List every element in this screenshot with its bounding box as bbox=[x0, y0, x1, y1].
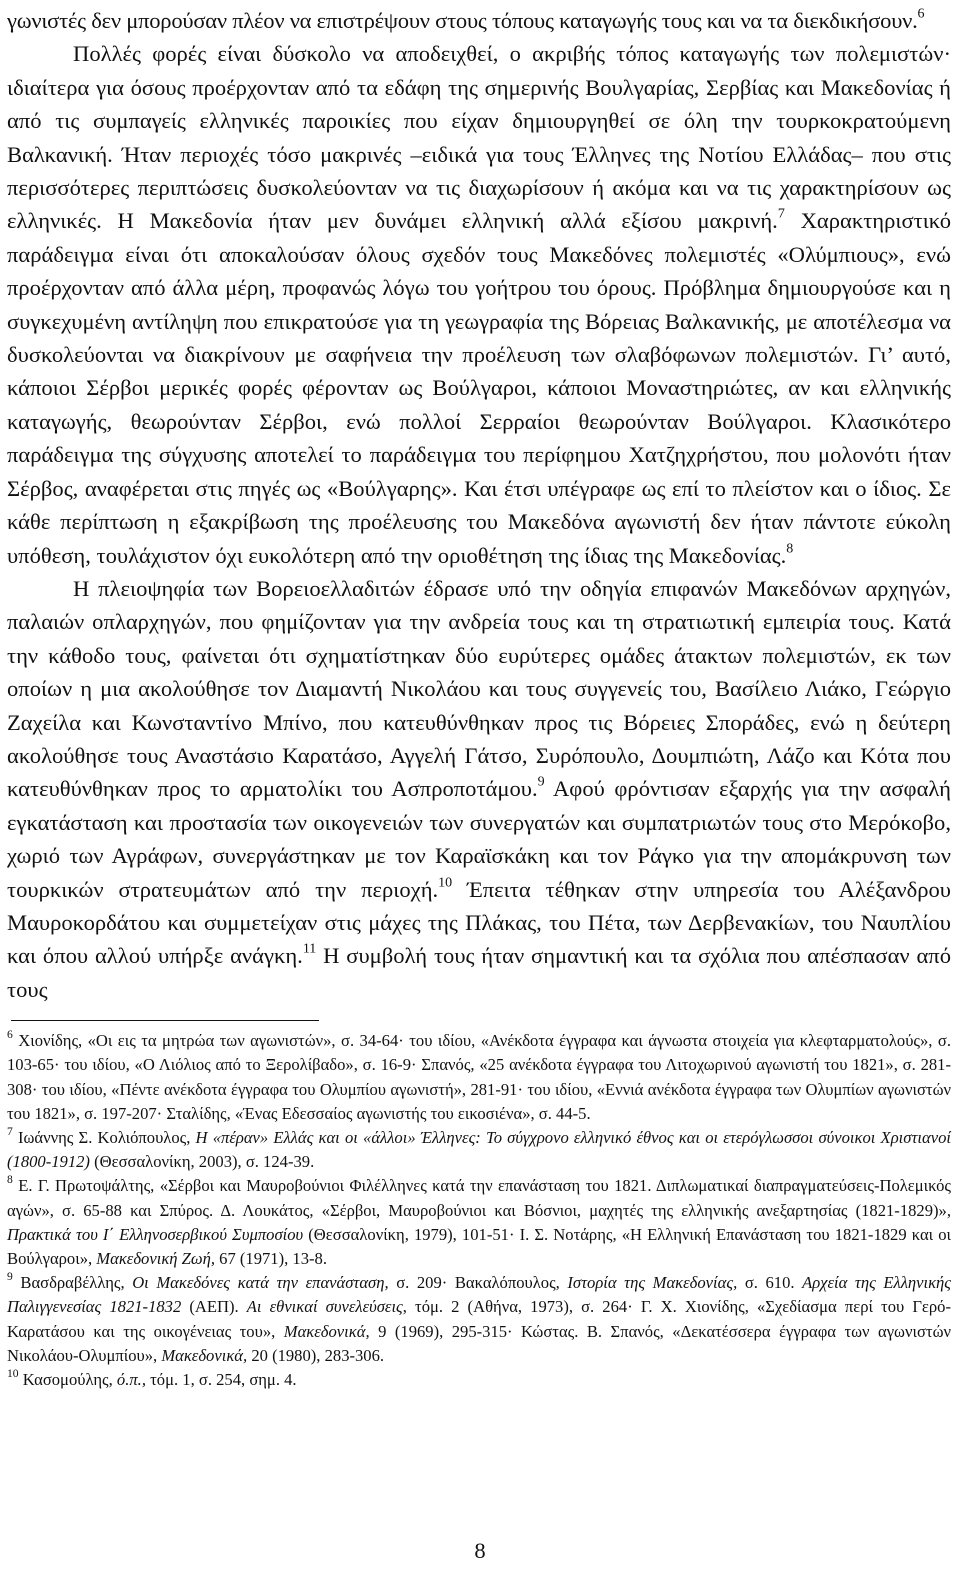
footnote-10-text-a: Κασομούλης, bbox=[18, 1370, 117, 1390]
footnote-7-text-a: Ιωάννης Σ. Κολιόπουλος, bbox=[12, 1128, 196, 1147]
footnote-8-title-2: Μακεδονική Ζωή, bbox=[96, 1249, 215, 1269]
footnote-ref-9[interactable]: 9 bbox=[537, 774, 545, 790]
footnote-ref-11[interactable]: 11 bbox=[302, 941, 317, 957]
footnote-ref-8[interactable]: 8 bbox=[786, 541, 794, 556]
footnote-8-text-b: (Θεσσαλονίκη, 1979), 101-51· Ι. Σ. Νοτάρης, «Η Ελληνική Επανάσταση του 1821-1829 και οι Βούλγαροι», bbox=[7, 1224, 951, 1269]
paragraph-2 bbox=[7, 37, 951, 572]
footnote-6 bbox=[7, 1029, 951, 1126]
footnotes bbox=[7, 1029, 951, 1392]
paragraph-2-text-a: Πολλές φορές είναι δύσκολο να αποδειχθεί, ο ακριβής τόπος καταγωγής των πολεμιστών· ιδιαίτερα για όσους προέρχονταν από τα εδάφη της σημερινής Βουλγαρίας, Σερβίας και Μακεδονίας ή από τις συμπαγείς ελληνικές παροικίες που είχαν δημιουργηθεί σε όλη την τουρκοκρατούμενη Βαλκανική. Ήταν περιοχές τόσο μακρινές –ειδικά για τους Έλληνες της Νοτίου Ελλάδας– που στις περισσότερες περιπτώσεις δυσκολεύονταν να τις διαχωρίσουν ή ακόμα και να τις χαρακτηρίσουν ως ελληνικές. Η Μακεδονία ήταν μεν δυνάμει ελληνική αλλά εξίσου μακρινή. bbox=[7, 41, 951, 234]
footnote-7-number: 7 bbox=[7, 1124, 13, 1138]
footnote-7-title: Η «πέραν» Ελλάς και οι «άλλοι» Έλληνες: Το σύγχρονο ελληνικό έθνος και οι ετερόγλωσσοι σύνοικοι Χριστιανοί (1800-1912) bbox=[7, 1128, 951, 1172]
footnote-ref-7[interactable]: 7 bbox=[777, 206, 785, 222]
paragraph-2-text-b: Χαρακτηριστικό παράδειγμα είναι ότι αποκαλούσαν όλους σχεδόν τους Μακεδόνες πολεμιστές «Ολύμπιους», ενώ προέρχονταν από άλλα μέρη, προφανώς λόγω του γοήτρου του όρους. Πρόβλημα δημιουργούσε και η συγκεχυμένη αντίληψη που επικρατούσε για τη γεωγραφία της Βόρειας Βαλκανικής, με αποτέλεσμα να δυσκολεύονται να διακρίνουν με σαφήνεια την προέλευση των σλαβόφωνων πολεμιστών. Γι’ αυτό, κάποιοι Σέρβοι μερικές φορές φέρονταν ως Βούλγαροι, κάποιοι Μοναστηριώτες, αν και ελληνικής καταγωγής, θεωρούνταν Σέρβοι, ενώ πολλοί Σερραίοι θεωρούνταν Βούλγαροι. Κλασικότερο παράδειγμα της σύγχυσης αποτελεί το παράδειγμα του περίφημου Χατζηχρήστου, που μολονότι ήταν Σέρβος, αναφέρεται στις πηγές ως «Βούλγαρης». Και έτσι υπέγραφε ως επί το πλείστον και ο ίδιος. Σε κάθε περίπτωση η εξακρίβωση της προέλευσης του Μακεδόνα αγωνιστή δεν ήταν πάντοτε εύκολη υπόθεση, τουλάχιστον όχι ευκολότερη από την οριοθέτηση της ίδιας της Μακεδονίας. bbox=[7, 208, 951, 568]
footnote-8-title-1: Πρακτικά του Ι΄ Ελληνοσερβικού Συμποσίου bbox=[7, 1224, 304, 1244]
footnote-8 bbox=[7, 1174, 951, 1271]
footnote-9-number: 9 bbox=[7, 1270, 13, 1284]
footnote-10-text-b: τόμ. 1, σ. 254, σημ. 4. bbox=[145, 1370, 297, 1390]
footnote-9 bbox=[7, 1271, 951, 1368]
footnote-9-title-6: Μακεδονικά, bbox=[161, 1345, 248, 1365]
footnote-6-number: 6 bbox=[7, 1028, 13, 1042]
footnote-9-text-e: , τόμ. 2 (Αθήνα, 1973), σ. 264· Γ. Χ. Χιονίδης, «Σχεδίασμα περί του Γερό-Καρατάσου και της οικογένειας του», bbox=[7, 1297, 951, 1341]
paragraph-3-text-d: Η συμβολή τους ήταν σημαντική και τα σχόλια που απέσπασαν από τους bbox=[7, 943, 951, 1002]
footnote-9-title-5: Μακεδονικά, bbox=[283, 1321, 370, 1341]
body-text bbox=[7, 4, 951, 1006]
paragraph-3-text-b: Αφού φρόντισαν εξαρχής για την ασφαλή εγκατάσταση και προστασία των οικογενειών των συνεργατών και συμπατριωτών τους στο Μερόκοβο, χωριό των Αγράφων, συνεργάστηκαν με τον Καραϊσκάκη και τον Ράγκο για την απομάκρυνση των τουρκικών στρατευμάτων από την περιοχή. bbox=[7, 776, 951, 902]
paragraph-3-text-c: Έπειτα τέθηκαν στην υπηρεσία του Αλέξανδρου Μαυροκορδάτου και συμμετείχαν στις μάχες της Πλάκας, του Πέτα, των Δερβενακίων, του Ναυπλίου και όπου αλλού υπήρξε ανάγκη. bbox=[7, 876, 951, 969]
footnote-8-text-a: Ε. Γ. Πρωτοψάλτης, «Σέρβοι και Μαυροβούνιοι Φιλέλληνες κατά την επανάσταση του 1821. Διπλωματικαί διαπραγματεύσεις-Πολεμικός αγών», σ. 65-88 και Σπύρος. Δ. Λουκάτος, «Σέρβοι, Μαυροβούνιοι και Βόσνιοι, μαχητές της ελληνικής ανεξαρτησίας (1821-1829)», bbox=[7, 1176, 951, 1220]
footnote-7 bbox=[7, 1126, 951, 1174]
footnote-9-text-d: (ΑΕΠ). bbox=[181, 1297, 247, 1317]
paragraph-3 bbox=[7, 572, 951, 1006]
footnote-9-title-4: Αι εθνικαί συνελεύσεις bbox=[246, 1297, 403, 1317]
footnote-8-number: 8 bbox=[7, 1173, 13, 1187]
footnote-9-title-3: Αρχεία της Ελληνικής Παλιγγενεσίας 1821-1832 bbox=[7, 1273, 952, 1317]
paragraph-1 bbox=[7, 4, 951, 37]
footnote-10-title: ό.π., bbox=[116, 1370, 146, 1390]
footnote-7-text-b: (Θεσσαλονίκη, 2003), σ. 124-39. bbox=[89, 1152, 315, 1172]
footnote-6-text: Χιονίδης, «Οι εις τα μητρώα των αγωνιστών», σ. 34-64· του ιδίου, «Ανέκδοτα έγγραφα και άγνωστα στοιχεία για κλεφταρματολούς», σ. 103-65· του ιδίου, «Ο Λιόλιος από το Ξερολίβαδο», σ. 16-9· Σπανός, «25 ανέκδοτα έγγραφα του Λιτοχωρινού αγωνιστή του 1821», σ. 281-308· του ιδίου, «Πέντε ανέκδοτα έγγραφα του Ολυμπίου αγωνιστή», 281-91· του ιδίου, «Εννιά ανέκδοτα έγγραφα των Ολυμπίων αγωνιστών του 1821», σ. 197-207· Σταλίδης, «Ένας Εδεσσαίος αγωνιστής του εικοσιένα», σ. 44-5. bbox=[7, 1031, 951, 1123]
footnote-9-text-a: Βασδραβέλλης, bbox=[12, 1273, 133, 1293]
footnote-ref-10[interactable]: 10 bbox=[438, 875, 453, 891]
footnote-9-title-1: Οι Μακεδόνες κατά την επανάσταση, bbox=[132, 1273, 389, 1293]
paragraph-3-text-a: Η πλειοψηφία των Βορειοελλαδιτών έδρασε υπό την οδηγία επιφανών Μακεδόνων αρχηγών, παλαιών οπλαρχηγών, που φημίζονταν για την ανδρεία τους και τη στρατιωτική εμπειρία τους. Κατά την κάθοδο τους, φαίνεται ότι σχηματίστηκαν δύο ευρύτερες ομάδες άτακτων πολεμιστών, εκ των οποίων η μια ακολούθησε τον Διαμαντή Νικολάου και τους συγγενείς του, Βασίλειο Λιάκο, Γεώργιο Ζαχείλα και Κωνσταντίνο Μπίνο, που κατευθύνθηκαν προς τις Βόρειες Σποράδες, ενώ η δεύτερη ακολούθησε τους Αναστάσιο Καρατάσο, Αγγελή Γάτσο, Συρόπουλο, Δουμπιώτη, Λάζο και Κότα που κατευθύνθηκαν προς το αρματολίκι του Ασπροποτάμου. bbox=[7, 575, 951, 802]
footnote-9-text-c: σ. 610. bbox=[737, 1273, 803, 1293]
footnote-ref-6[interactable]: 6 bbox=[917, 6, 925, 22]
footnote-10-number: 10 bbox=[7, 1366, 19, 1380]
footnote-9-text-f: 9 (1969), 295-315· Κώστας. Β. Σπανός, «Δεκατέσσερα έγγραφα των αγωνιστών Νικολάου-Ολυμπίου», bbox=[7, 1321, 951, 1365]
paragraph-1-text: γωνιστές δεν μπορούσαν πλέον να επιστρέψουν στους τόπους καταγωγής τους και να τα διεκδικήσουν. bbox=[7, 8, 918, 33]
page-number: 8 bbox=[474, 1538, 486, 1563]
footnote-9-text-g: 20 (1980), 283-306. bbox=[247, 1345, 385, 1365]
footnote-separator bbox=[11, 1020, 319, 1021]
footnote-9-text-b: σ. 209· Βακαλόπουλος, bbox=[388, 1273, 568, 1293]
footnote-8-text-c: 67 (1971), 13-8. bbox=[215, 1249, 327, 1269]
footnote-10 bbox=[7, 1368, 951, 1392]
footnote-9-title-2: Ιστορία της Μακεδονίας, bbox=[567, 1273, 738, 1293]
